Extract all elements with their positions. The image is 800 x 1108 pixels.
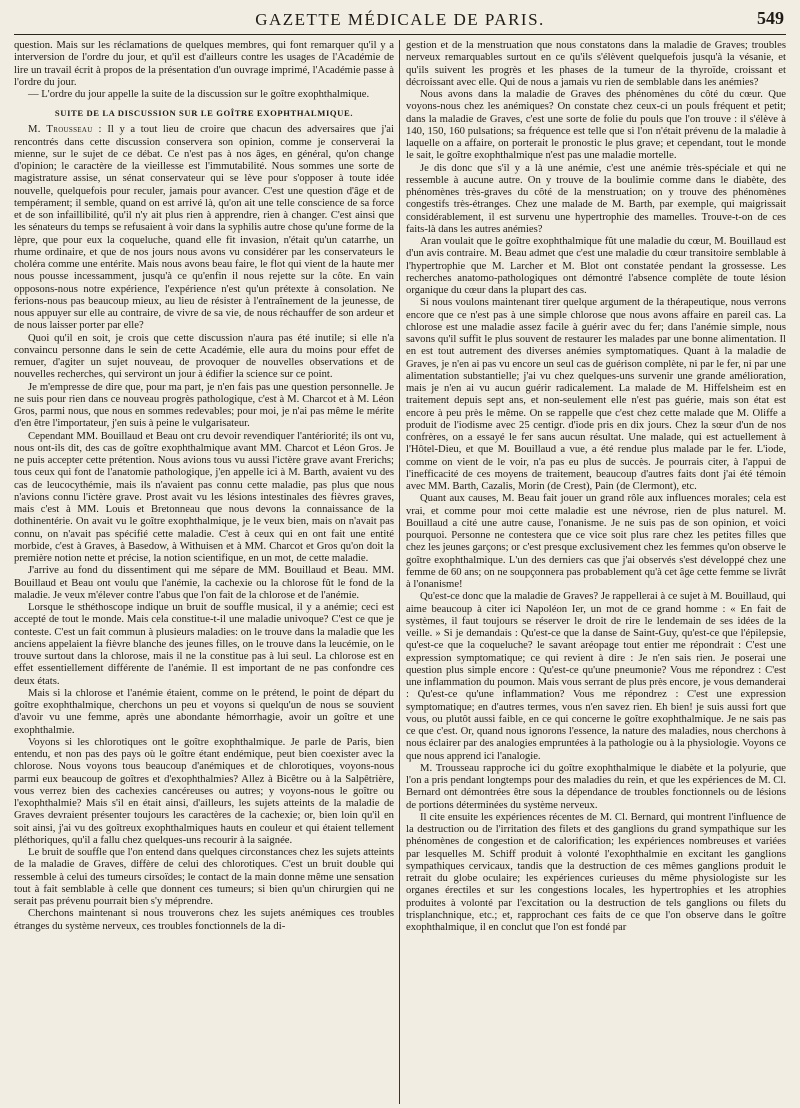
left-column bbox=[14, 40, 394, 1104]
paragraph: Je m'empresse de dire que, pour ma part, je n'en fais pas une question personnelle. Je ne suis pour rien dans ce nouveau progrès pathologique, c'est à M. Charcot et à M. Léon Gros, parmi nous, que nous en sommes redevables; pour moi, je n'ai pas même le mérite d'en être l'importateur, j'en suis à peine le vulgarisateur. bbox=[14, 381, 394, 430]
paragraph: Voyons si les chlorotiques ont le goître exophthalmique. Je parle de Paris, bien entendu, et non pas des pays où le goître étant endémique, peut bien coexister avec la chlorose. Nous voyons tous beaucoup d'anémiques et de chlorotiques, voyons-nous parmi eux beaucoup de goîtres et d'exophthalmies? Allez à Bicêtre ou à la Salpêtrière, vous verrez bien des cachexies cancéreuses ou autres; y voyons-nous le goître ou l'exophthalmie? Mais s'il en était ainsi, d'ailleurs, les sujets atteints de la maladie de Graves devraient présenter toujours les caractères de la cachexie; or, bien loin qu'il en soit ainsi, j'ai vu des goîtreux exophthalmiques hauts en couleur et qui étaient tellement pléthoriques, qu'il a fallu chez quelques-uns recourir à la saignée. bbox=[14, 736, 394, 846]
paragraph-text: Il y a tout lieu de croire que chacun des adversaires que j'ai rencontrés dans cette discussion conservera son opinion, comme je conserverai la mienne, sur le sujet de ce débat. Ce n'est pas à nos âges, en général, qu'on change d'opinion; le caractère de la vieillesse est l'immutabilité. Nous sommes une sorte de magistrature assise, un sénat conservateur qui se lève pour s'opposer à toute idée nouvelle, quelquefois pour reculer, jamais pour avancer. C'est une question d'âge et de tempérament; il semble, quand on est arrivé là, qu'on ait une telle conscience de sa force et de son infaillibilité, qu'il n'y ait plus rien à apprendre, rien à changer. C'est ainsi que les sénateurs du temps se refusaient à voir dans la syphilis autre chose qu'une forme de la lèpre, que pour eux la coqueluche, quand elle fit invasion, n'était qu'un catarrhe, un rhume ordinaire, et que de nos jours nous avons vu considérer par les conservateurs le choléra comme une entérite. Mais nous avons beau faire, le flot qui vient de la haute mer nous pousse incessamment, jusqu'à ce qu'enfin il nous rejette sur la côte. En vain opposons-nous notre expérience, l'expérience n'est qu'un prétexte à consolation. Ne ferions-nous pas beaucoup mieux, au lieu de résister à l'entraînement de la jeunesse, de nous appuyer sur elle au contraire, de vivre de sa vie, de nous réchauffer de son ardeur et de nous laisser porter par elle? bbox=[14, 124, 394, 332]
page-header bbox=[0, 0, 800, 34]
paragraph: Aran voulait que le goître exophthalmique fût une maladie du cœur, M. Bouillaud est d'un avis contraire. M. Beau admet que c'est une maladie du cœur transitoire semblable à l'hypertrophie que M. Larcher et M. Blot ont constatée pendant la grossesse. Les recherches anatomo-pathologiques ont démontré l'absence complète de toute lésion organique du cœur dans la plupart des cas. bbox=[406, 236, 786, 296]
right-column bbox=[406, 40, 786, 1104]
header-rule bbox=[14, 34, 786, 35]
paragraph: question. Mais sur les réclamations de quelques membres, qui font remarquer qu'il y a interversion de l'ordre du jour, et qu'il est d'ailleurs contre les usages de l'Académie de lire un travail écrit à propos de la présentation d'un ouvrage imprimé, l'Académie passe à l'ordre du jour. bbox=[14, 40, 394, 88]
paragraph: Cherchons maintenant si nous trouverons chez les sujets anémiques ces troubles étranges du système nerveux, ces troubles fonctionnels de la di- bbox=[14, 908, 394, 932]
paragraph bbox=[14, 124, 394, 332]
paragraph: Lorsque le sthéthoscope indique un bruit de souffle musical, il y a anémie; ceci est accepté de tout le monde. Mais cela constitue-t-il une maladie univoque? C'est ce que je conteste. C'est un fait commun à plusieurs maladies: on le trouve dans la maladie que les anciens appelaient la fièvre blanche des jeunes filles, on le trouve dans la leucémie, on le trouve surtout dans la chlorose, mais il ne la constitue pas à lui seul. La chlorose est en effet essentiellement différente de l'anémie. Il est important de ne pas confondre ces deux états. bbox=[14, 602, 394, 687]
paragraph: Cependant MM. Bouillaud et Beau ont cru devoir revendiquer l'antériorité; ils ont vu, nous ont-ils dit, des cas de goître exophthalmique avant MM. Charcot et Léon Gros. Je ne puis accepter cette prétention. Nous avions tous vu aussi l'ictère grave avant Frerichs; tous ceux qui font de l'anatomie pathologique, j'en appelle ici à M. Barth, avaient vu des cas de leucocythémie, mais ils n'avaient pas connu cette maladie, pas plus que nous n'avions connu l'ictère grave. Prost avait vu les lésions intestinales des fièvres graves, mais c'est à MM. Louis et Bretonneau que nous devons la connaissance de la dothinentérie. On avait vu le goître exophthalmique, je le veux bien, mais on n'avait pas connu, on n'avait pas spécifié cette maladie. C'est à ceux qui en ont fait une entité morbide, c'est à Graves, à Basedow, à Withuisen et à MM. Charcot et Gros qu'on doit la première notion nette et précise, la notion scientifique, en un mot, de cette maladie. bbox=[14, 430, 394, 564]
speaker-name: M. Trousseau : bbox=[28, 124, 102, 136]
paragraph: Si nous voulons maintenant tirer quelque argument de la thérapeutique, nous verrons encore que ce n'est pas à une simple chlorose que nous avons affaire en pareil cas. La chlorose est une maladie assez facile à guérir avec du fer; dans l'anémie simple, nous savons qu'il suffit le plus souvent de restaurer les malades par une bonne alimentation. Il en est tout autrement des diverses anémies symptomatiques. Quant à la maladie de Graves, je n'en ai pas vu encore un seul cas de guérison complète, ni par le fer, ni par une alimentation substantielle; j'ai vu chez quelques-uns survenir une grande amélioration, mais je n'en ai vu aucun guérir radicalement. La malade de M. Hiffelsheim est en traitement depuis sept ans, et non-seulement elle n'est pas guérie, mais son état est encore à peu près le même. On se rappelle que c'est chez cette malade que M. Oliffe a produit de l'iodisme avec 25 centigr. d'iode pris en dix jours. Chez la sœur d'un de nos confrères, on a essayé le fer sans aucun résultat. Une malade, qui est actuellement à l'Hôtel-Dieu, et que M. Bouillaud a vue, a été rendue plus malade par le fer. L'iode, comme on vient de le voir, n'a pas eu plus de succès. Je pourrais citer, à l'appui de l'inefficacité de ces moyens de traitement, beaucoup d'autres faits dont j'ai été témoin avec MM. Barth, Cazalis, Morin (de Crest), Pain (de Clermont), etc. bbox=[406, 297, 786, 492]
paragraph: Le bruit de souffle que l'on entend dans quelques circonstances chez les sujets atteints de la maladie de Graves, diffère de celui des chlorotiques. C'est un bruit double qui ressemble à celui des tumeurs cirsoïdes; le contact de la main donne même une sensation tout à fait semblable à celle que donnent ces tumeurs; si bien qu'un chirurgien qui ne serait pas prévenu pourrait bien s'y méprendre. bbox=[14, 847, 394, 907]
paragraph: Nous avons dans la maladie de Graves des phénomènes du côté du cœur. Que voyons-nous chez les anémiques? On constate chez ceux-ci un pouls fréquent et petit; dans la maladie de Graves, c'est une sorte de folie du pouls que l'on trouve : il s'élève à 140, 150, 160 pulsations; sa fréquence est telle que si l'on n'était prévenu de la maladie à laquelle on a affaire, on porterait le pronostic le plus grave; et cependant, tout le monde le sait, le goître exophthalmique n'est pas une maladie mortelle. bbox=[406, 89, 786, 162]
journal-title: GAZETTE MÉDICALE DE PARIS. bbox=[255, 10, 545, 29]
section-heading: SUITE DE LA DISCUSSION SUR LE GOÎTRE EXOPHTHALMIQUE. bbox=[54, 108, 354, 119]
paragraph: gestion et de la menstruation que nous constatons dans la maladie de Graves; troubles nerveux remarquables surtout en ce qu'ils s'élèvent quelquefois jusqu'à la vésanie, et qu'ils suivent les progrès et les phases de la tumeur de la thyroïde, croissant et décroissant avec elle. Qui de nous a jamais vu rien de semblable dans les anémies? bbox=[406, 40, 786, 88]
paragraph: Je dis donc que s'il y a là une anémie, c'est une anémie très-spéciale et qui ne ressemble à aucune autre. On y trouve de la boulimie comme dans le diabète, des phénomènes très-graves du côté de la menstruation; on y trouve des phénomènes congestifs très-étranges. Chez une malade de M. Barth, par exemple, qui maigrissait considérablement, il est survenu une hypertrophie des mamelles. Trouve-t-on de ces faits-là dans les autres anémies? bbox=[406, 162, 786, 235]
paragraph: Quant aux causes, M. Beau fait jouer un grand rôle aux influences morales; cela est vrai, et comme pour moi cette maladie est une névrose, rien de plus naturel. M. Bouillaud a cité une autre cause, l'onanisme. Je ne suis pas de son opinion, et voici pourquoi. Personne ne contestera que ce vice soit plus rare chez les petites filles que chez les jeunes garçons; or c'est presque exclusivement chez les femmes qu'on observe le goître exophthalmique. L'un des derniers cas que j'ai observés s'est développé chez une femme de 60 ans; on ne soupçonnera pas probablement qu'à cet âge cette femme se livrât à l'onanisme! bbox=[406, 493, 786, 590]
paragraph: J'arrive au fond du dissentiment qui me sépare de MM. Bouillaud et Beau. MM. Bouillaud et Beau ont voulu que l'anémie, la cachexie ou la chlorose fût le fond de la maladie. Je veux m'élever contre l'abus que l'on fait de la chlorose et de l'anémie. bbox=[14, 565, 394, 601]
paragraph: Mais si la chlorose et l'anémie étaient, comme on le prétend, le point de départ du goître exophthalmique, cherchons un peu et voyons si quelqu'un de nous se souvient d'avoir vu une femme, après une abondante hémorrhagie, avoir un goître et une exophthalmie. bbox=[14, 687, 394, 736]
paragraph: Quoi qu'il en soit, je crois que cette discussion n'aura pas été inutile; si elle n'a convaincu personne dans le sein de cette Académie, elle aura du moins pour effet de remuer, d'agiter un sujet nouveau, de provoquer de nouvelles observations et de nouvelles recherches, qui serviront un jour à édifier la science sur ce point. bbox=[14, 332, 394, 381]
paragraph: Qu'est-ce donc que la maladie de Graves? Je rappellerai à ce sujet à M. Bouillaud, qui aime beaucoup à citer ici Napoléon Ier, un mot de ce grand homme : « En fait de systèmes, il faut toujours se réserver le droit de rire le lendemain de ses idées de la veille. » Si je demandais : Qu'est-ce que la danse de Saint-Guy, qu'est-ce que l'épilepsie, qu'est-ce que la coqueluche? le savant aréopage tout entier me répondrait : C'est une expression symptomatique; ce qui revient à dire : Je n'en sais rien. Je poserai une question plus simple encore : Qu'est-ce qu'une pneumonie? Vous me répondrez : C'est une inflammation du poumon. Mais vous serrant de plus près encore, je vous demanderai : Qu'est-ce qu'une inflammation? Vous me répondrez : C'est une expression symptomatique; en d'autres termes, vous n'en savez rien. Eh bien! je suis aussi fort que vous, ou plutôt aussi faible, en ce qui concerne le goître exophthalmique. Je ne sais pas ce que c'est. Or, quand nous ignorons l'essence, la nature des maladies, nous cherchons à nous éclairer par des analogies empruntées à la pathologie ou à la physiologie. Voyons ce que nous apprend ici l'analogie. bbox=[406, 591, 786, 762]
page-number: 549 bbox=[757, 8, 784, 28]
column-divider bbox=[399, 40, 400, 1104]
paragraph: Il cite ensuite les expériences récentes de M. Cl. Bernard, qui montrent l'influence de la destruction ou de l'irritation des filets et des ganglions du grand sympathique sur les phénomènes de congestion et de calorification; les expériences nombreuses et variées par lesquelles M. Schiff produit à volonté l'exophthalmie en excitant les ganglions sympathiques cervicaux, tandis que la destruction de ces mêmes ganglions produit le retrait du globe oculaire; les expériences curieuses du même physiologiste sur les organes érectiles et sur les congestions locales, les hypertrophies et les atrophies produites à volonté par l'excitation ou la destruction de tels ganglions ou filets du trisplanchnique, etc.; et, rapprochant ces faits de ce que l'on observe dans le goître exophthalmique, il en conclut que l'on est fondé par bbox=[406, 811, 786, 933]
paragraph: — L'ordre du jour appelle la suite de la discussion sur le goître exophthalmique. bbox=[28, 89, 370, 100]
paragraph: M. Trousseau rapproche ici du goître exophthalmique le diabète et la polyurie, que l'on a pris pendant longtemps pour des maladies du rein, et que les expériences de M. Cl. Bernard ont démontrées être sous la dépendance de troubles fonctionnels ou de lésions de portions déterminées du système nerveux. bbox=[406, 762, 786, 811]
